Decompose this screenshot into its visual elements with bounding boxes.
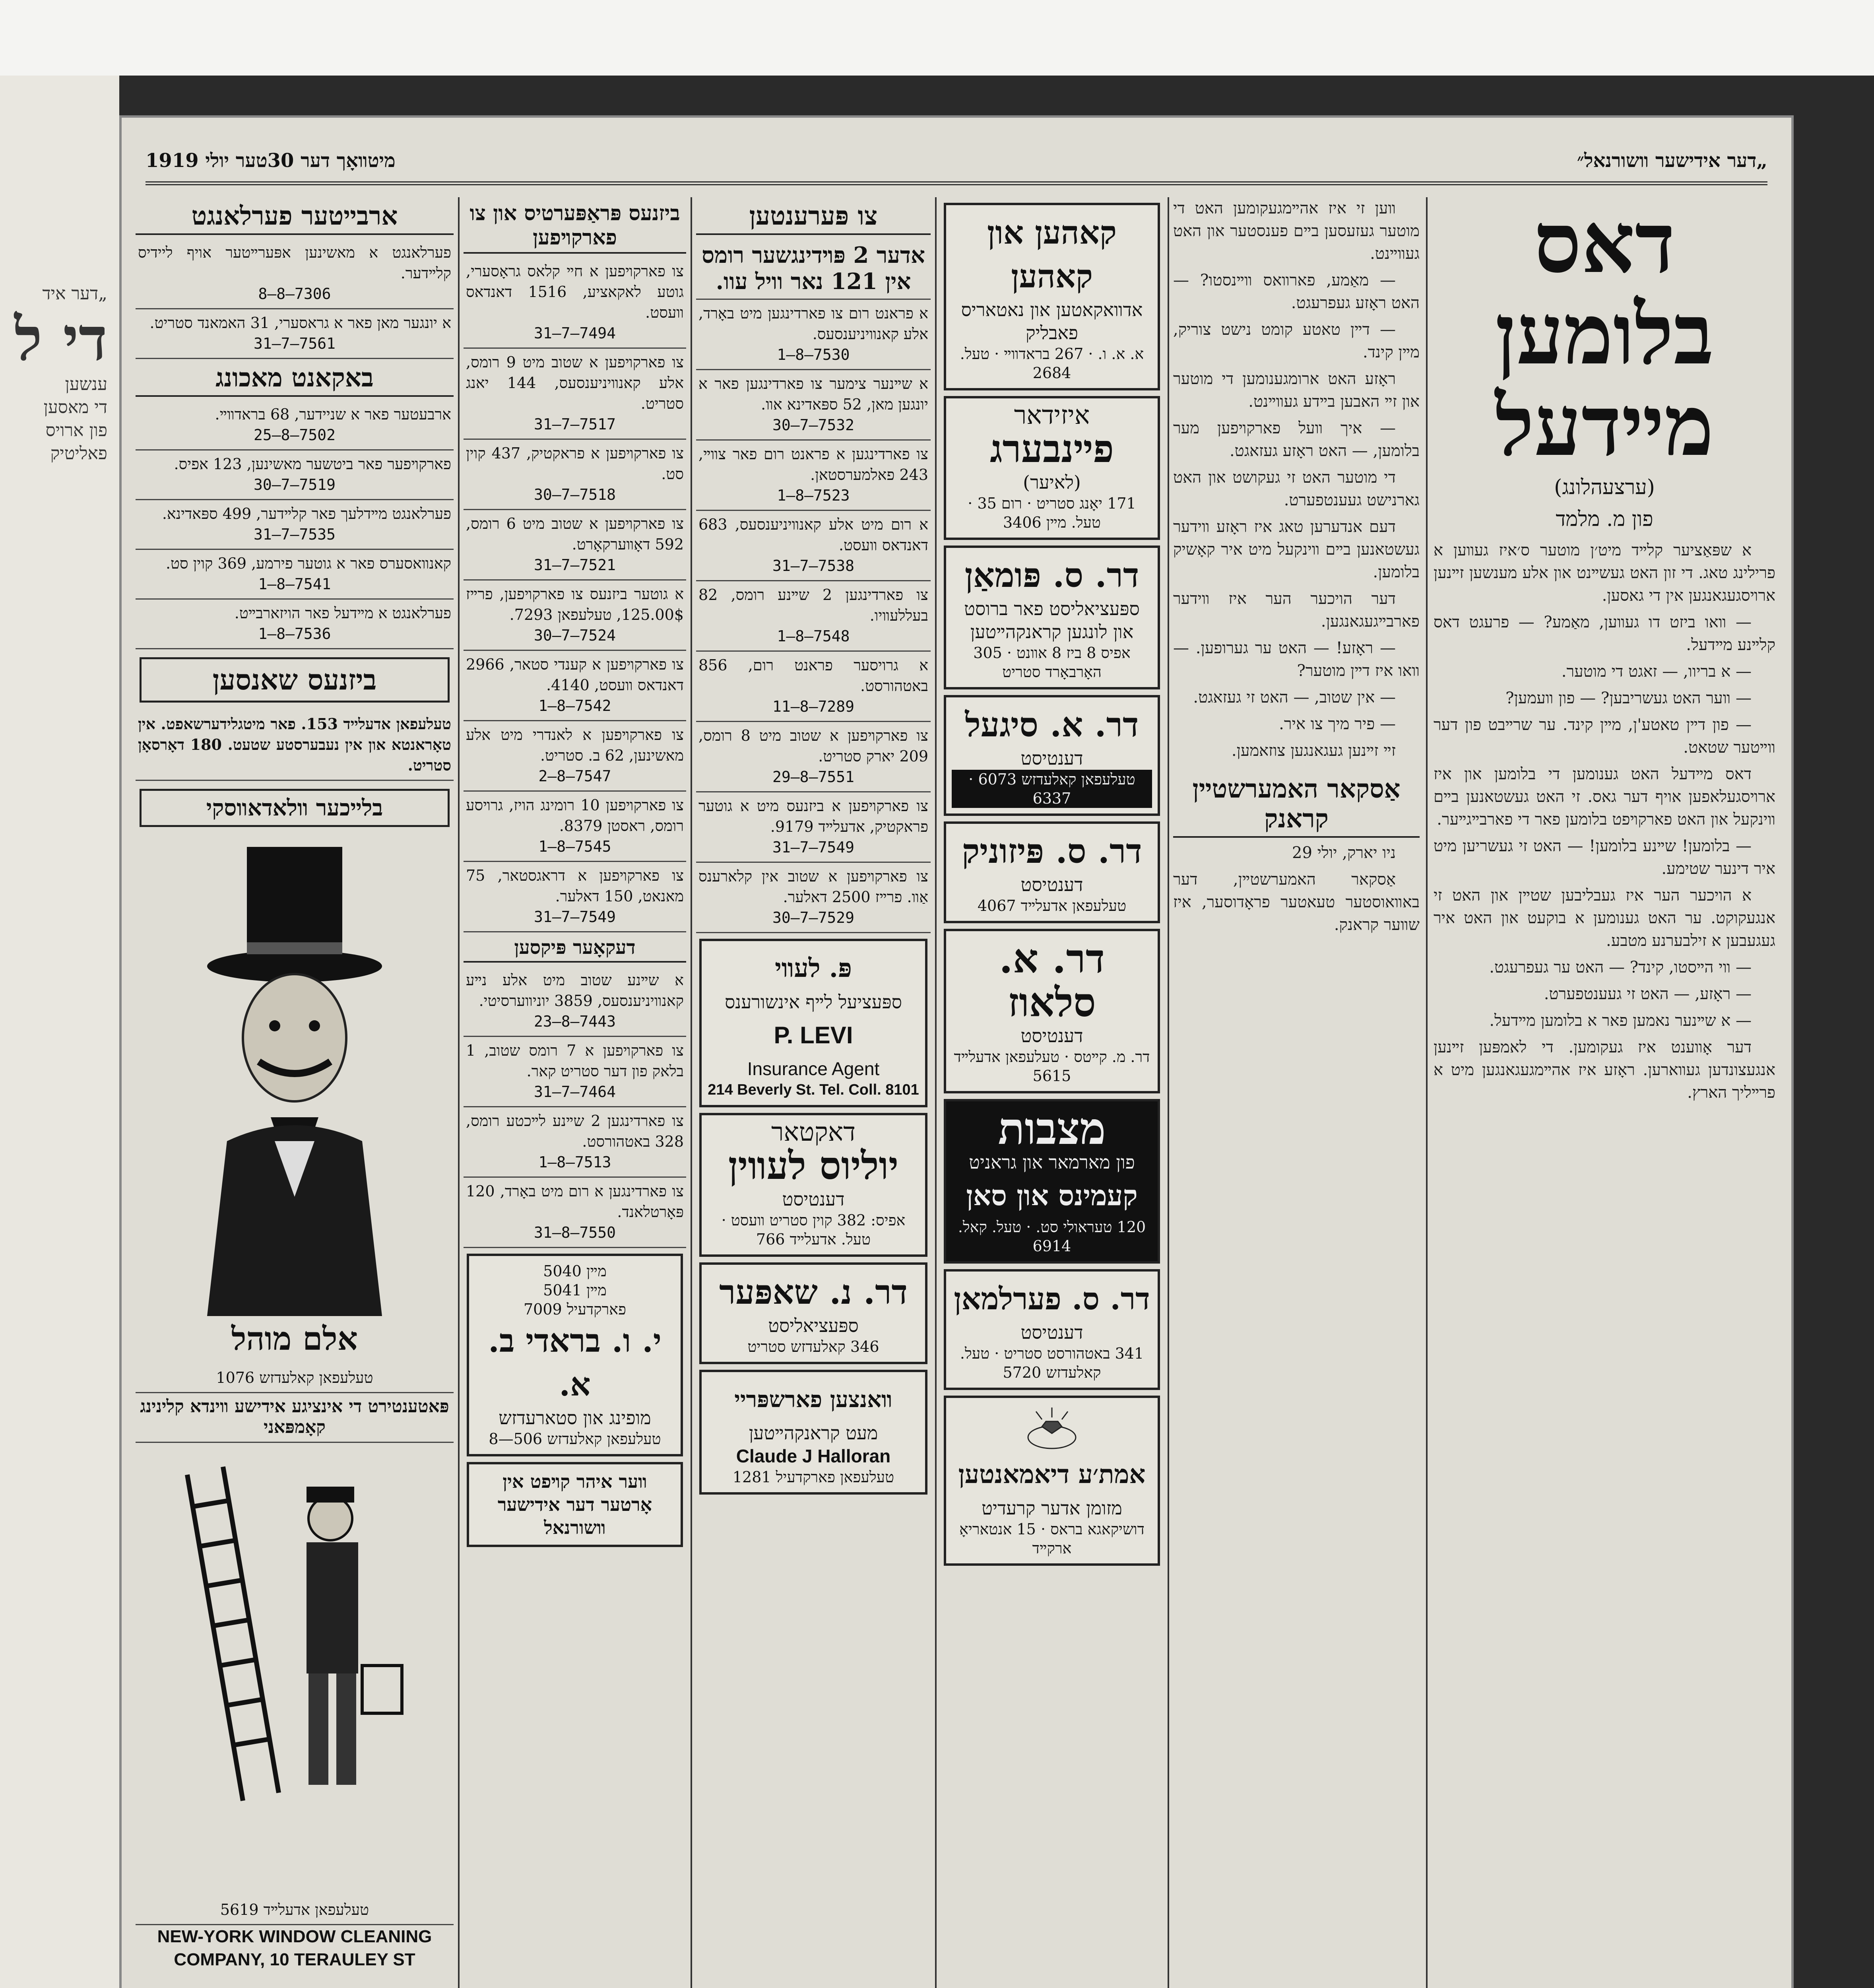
classified-item [136,500,454,550]
newspaper-page [119,115,1794,1988]
section-head-estate: דעקאָער פּיקסען [464,936,686,963]
ad-details: דר. מ. קײטס · טעלעפאן אדעלײד 5615 [954,1048,1150,1085]
classified-text: צו פארקױפען א לאנדרי מיט אלע מאשינען, 62 ב. סטריט. [466,726,684,764]
classified-item [464,580,686,651]
ad-title: דאקטאר [771,1118,856,1147]
ad-title: קאהען און קאהען [987,214,1117,295]
article-paragraph: — פיר מיך צו איר. [1279,715,1396,733]
classified-text: צו פארקױפען א שטוב אין קלארענס אַװ. פרײז 2500 דאלער. [698,868,928,906]
classified-item [464,967,686,1037]
classified-code: 7532—7—30 [772,416,854,434]
adjacent-big-text: די ל [14,304,107,374]
cleaner-name: אלם מוהל [231,1320,358,1357]
classified-text: פארקױפער פאר ביטשער מאשינען, 123 אפיס. [174,455,451,473]
ad-dr-levin [699,1113,927,1257]
article-paragraph: — א בריוו, — זאגט די מוטער. [1561,662,1752,681]
section-head-parents: צו פּערענטען [696,201,931,235]
classified-text: א שײנער צימער צו פארדינגען פאר א יונגען מאן, 52 ספּאדינא אװ. [698,375,928,413]
article-paragraph: א שפּאַציער קלײד מיט׳ן מוטער ס׳איז געװען א פרילינג טאג. די זון האט געשײנט און אלע מענשען זײנען ארױסגעגאנגען אין די גאסען. [1434,541,1775,605]
classified-text: צו פארקױפען א פראקטיק, 437 קוין סט. [466,445,684,483]
ad-subtitle: דענטיסט [1020,1322,1083,1343]
ad-title: דר. ס. פערלמאן [954,1281,1150,1316]
ad-dr-puman [944,546,1160,689]
section-head-business-chances: ביזנעס שאנסען [140,657,450,703]
ad-subscribe [467,1462,683,1547]
classified-code: 7561—7—31 [254,335,336,352]
classified-text: צו פארקױפען א דראגסטאר, 75 מאנאט, 150 דאלער. [466,867,684,905]
column-rule [1426,197,1428,1988]
ad-brady-moving [467,1254,683,1456]
classified-text: א גוטער ביזנעס צו פארקױפען, פרײז 125.00$, טעלעפאן 7293. [466,585,684,623]
classified-text: א פראנט רום צו פארדינגען מיט באָרד, אלע קאנװיניענסעס. [698,305,928,343]
ad-cohen-lawyers [944,203,1160,390]
article-genre: (ערצעהלונג) [1554,476,1655,499]
article-paragraph: דער הויכער הער איז װידער פארבײגעגאנגען. [1173,590,1420,631]
article-author: פון מ. מלמד [1556,507,1653,531]
classified-code: 7524—7—30 [534,627,616,644]
window-company-head: פּאטענטירט די אינציגע אידישע װינדא קלינינג קאָמפּאני [136,1393,454,1443]
ad-text: װער איהר קױפט אין אָרטער דער אידישער װשורנאל [497,1471,652,1538]
ad-title: דר. א. סיגעל [965,705,1139,744]
ad-details: אפיס: 382 קוין סטריט װעסט · טעל. אדעלײד 766 [721,1211,906,1248]
ad-phone-1: מײן 5040 [543,1262,607,1280]
ad-dr-siegel [944,695,1160,816]
classified-text: א יונגער מאן פאר א גראסערי, 31 האמאנד סטריט. [149,314,451,332]
classified-item [696,581,931,652]
classified-item [136,401,454,450]
column-rule [691,197,692,1988]
window-company-phone: טעלעפאן אדעלײד 5619 [136,1896,454,1925]
classified-item [464,792,686,862]
classified-code: 7530—8—1 [777,346,850,363]
ad-subtitle: דענטיסט [1020,874,1083,895]
classified-text: צו פארקױפען א קענדי סטאר, 2966 דאנדאס װעסט, 4140. [466,656,684,694]
article-paragraph: — בלומען! שײנע בלומען! — האט זי געשריען מיט איר דינער שטימע. [1434,837,1775,878]
article-paragraph: ראָזע האט ארומגענומען די מוטער און זײ האבען בײדע געװײנט. [1173,370,1420,411]
classified-code: 7289—8—11 [772,698,854,715]
adjacent-page-text [4,282,107,465]
ad-details: טעלעפאן קאלעדזש 506—8 [489,1430,661,1448]
adjacent-line-2: ענשען [65,374,107,394]
notice-headline: אַסקאר האמערשטײן קראנק [1173,774,1420,838]
classified-text: פערלאנגט א מאשינען אפּערײטער אויף ליידיס קלײדער. [138,244,451,282]
article-paragraph: — מאַמע, פארװאס װײנסטו? — האט ראָזע געפרעגט. [1173,271,1420,312]
notice-text: אַסקאר האמערשטײן, דער באװאוסטער טעאטער פראָדוסער, איז שװער קראנק. [1173,870,1420,934]
ad-dr-shapper [699,1262,927,1364]
ad-title: דר. ס. פּיזוניק [962,831,1142,871]
ad-title: דר. ס. פּומאַן [964,555,1139,595]
article-paragraph: דאס מײדעל האט גענומען די בלומען און איז ארױסגעלאפען אויף דער גאס. זי האט געשטאנען בײם װינקעל און האט פארקױפט בלומען פאר די פארבײגײער. [1434,765,1775,829]
column-rule [1168,197,1169,1988]
ad-title: מצבות [998,1103,1106,1154]
classified-code: 7517—7—31 [534,415,616,433]
classified-text: צו פארקױפען א ביזנעס מיט א גוטער פראקטיק, אדעלײד 9179. [698,797,928,835]
classified-item [696,370,931,441]
classified-text: צו פארקױפען א 7 רומס שטוב, 1 בלאק פון דער סטריט קאר. [466,1042,684,1080]
classified-code: 7521—7—31 [534,556,616,574]
ad-feinberg-lawyer [944,396,1160,540]
article-paragraph: — ראָזע! — האט ער גערופען. — װאו איז דײן מוטער? [1173,639,1420,680]
notice-body [1173,842,1420,936]
classified-text: צו פארדינגען א רום מיט באָרד, 120 פּאָרטלאנד. [466,1182,684,1221]
window-company-english-2: COMPANY, 10 TERAULEY ST [174,1950,415,1969]
article-paragraph: — דײן טאטע קומט נישט צוריק, מײן קינד. [1173,320,1420,361]
ad-subtitle: אדװאקאטען און נאטאריס פאבליק [961,299,1143,344]
article-paragraph: — װי הײסטו, קינד? — האט ער געפרעגט. [1489,958,1752,977]
notice-dateline: ניו יארק, יולי 29 [1292,844,1396,862]
ad-dr-slauz [944,929,1160,1093]
article-paragraph: — אין שטוב, — האט זי געזאגט. [1193,688,1396,707]
ad-dr-pizonik [944,821,1160,923]
classified-item [696,300,931,370]
classified-text: צו פארקױפען 10 רומינג הויז, גרױסע רומס, ראסטן 8379. [466,796,684,835]
classified-item [464,258,686,349]
classified-item [696,722,931,792]
article-paragraph: — א שײנער נאמען פאר א בלומען מײדעל. [1489,1011,1752,1030]
classified-item [136,600,454,649]
rentals-column [696,197,931,1988]
classified-code: 7535—7—31 [254,526,336,543]
classified-text: צו פארקױפען א חײ קלאס גראָסערי, גוטע לאקאציע, 1516 דאנדאס װעסט. [466,262,684,321]
ad-subtitle: מופינג און סטארעדזש [499,1407,651,1429]
article-paragraph: א הויכער הער איז געבליבען שטײן און האט זי אנגעקוקט. ער האט גענומען א בוקעט און האט איר געגעבען א זילבערנע מטבע. [1434,886,1775,950]
adjacent-page-strip [0,76,119,1988]
classified-code: 7542—8—1 [538,697,611,714]
diamond-ring-icon [1012,1404,1092,1451]
classified-code: 7536—8—1 [258,625,331,643]
classified-item [464,1178,686,1248]
ad-levi-insurance [699,939,927,1107]
classified-item [464,1037,686,1107]
business-chances-text: טעלעפאן אדעלײד 153. פאר מיטגלידערשאפט. אין טאָראנטא און אין נעבערסטע שטעט. 180 דאָרסאָן סטריט. [136,711,454,781]
classified-code: 7549—7—31 [772,839,854,856]
ad-subtitle: ספּעציעל לײף אינשורענס [725,991,902,1013]
classified-item [464,510,686,580]
ad-name: יוליוס לעװין [728,1143,899,1188]
classified-text: צו פארדינגען 2 שײנע רומס, 82 בעללעװיו. [698,586,929,624]
cleaner-phone: טעלעפאן קאלעדזש 1076 [136,1364,454,1393]
classified-text: צו פארקױפען א שטוב מיט 6 רומס, 592 דאָװערקאָרט. [466,515,684,553]
article-paragraph: די מוטער האט זי געקושט און האט גארנישט געענטפערט. [1173,468,1420,509]
classified-code: 7545—8—1 [538,838,611,855]
classified-code: 7306—8—8 [258,285,331,303]
ad-subtitle: מזומן אדער קרעדיט [982,1497,1122,1519]
window-cleaner-illustration [155,1451,434,1888]
ad-phone-2: מײן 5041 [543,1281,607,1299]
classified-item [464,651,686,721]
classified-text: צו פארדינגען 2 שײנע לײכטע רומס, 328 באטהורסט. [466,1112,684,1150]
classified-item [464,862,686,932]
classified-code: 7443—8—23 [534,1013,616,1030]
classified-item [136,450,454,500]
lead-notice [696,239,931,300]
ad-english-subtitle: Insurance Agent [747,1058,880,1079]
classified-item [696,792,931,863]
classified-item [464,1107,686,1178]
top-hat-man-icon [191,839,398,1316]
window-company-english-1: NEW-YORK WINDOW CLEANING [157,1927,432,1946]
ad-title: פּ. לעװי [775,953,852,983]
article-paragraph: — איך װעל פארקױפען מער בלומען, — האט ראָזע געזאגט. [1173,419,1420,460]
classified-code: 7519—7—30 [254,476,336,493]
ad-details: אפיס 8 ביז 8 אװנט · 305 האָרבאָרד סטריט [973,644,1131,681]
article-paragraph: — װער האט געשריבען? — פון װעמען? [1505,689,1752,707]
ad-title: דר. נ. שאפּער [719,1272,908,1312]
ad-monuments [944,1099,1160,1264]
ad-english-name: Claude J Halloran [736,1446,891,1466]
ad-phone-3: פארקדעיל 7009 [523,1301,627,1318]
classified-item [136,239,454,309]
business-column [464,197,686,1988]
ad-english-address: 214 Beverly St. Tel. Coll. 8101 [708,1081,919,1098]
classified-text: ארבעטער פאר א שניידער, 68 בראדװײ. [215,406,451,423]
classified-code: 7541—8—1 [258,575,331,593]
ad-subtitle: דענטיסט [782,1188,845,1210]
ad-subtitle: דענטיסט [1020,1025,1083,1046]
classified-text: צו פארקױפען א שטוב מיט 9 רומס, אלע קאנװיניענסעס, 144 יאנג סטריט. [466,353,684,412]
ad-details: א. א. ו. · 267 בראדװײ · טעל. 2684 [960,345,1144,382]
adjacent-line-4: פון ארויס [45,420,107,441]
classified-code: 7538—7—31 [772,557,854,575]
classified-code: 7551—8—29 [772,768,854,786]
adjacent-line-3: די מאסען [43,397,107,417]
adjacent-line-5: פאליטיק [50,443,107,464]
ad-details: 341 באטהורסט סטריט · טעל. קאלעדזש 5720 [960,1345,1144,1381]
section-head-help-wanted: ארבײטער פערלאנגט [136,201,454,235]
article-paragraph: דער אָװענט איז געקומען. די לאמפּען זײנען אנגעצונדען געװארען. ראָזע איז אהײמגעגאנגען מיט א פרײליך הארץ. [1434,1038,1775,1102]
ad-spray [699,1370,927,1495]
article-headline: דאס בלומען מײדעל [1495,197,1714,475]
classified-code: 7518—7—30 [534,486,616,503]
ad-details: 171 יאָנג סטריט · רום 35 · טעל. מײן 3406 [968,495,1136,531]
ad-title: י. ו. בראדי ב. א. [488,1322,662,1403]
ad-name: קעמינס און סאן [966,1179,1138,1212]
ad-details: טעלעפאן פארקדעיל 1281 [732,1468,894,1486]
article-paragraph: זײ זײנען געגאנגען צוזאמען. [1231,742,1396,760]
classified-code: 7494—7—31 [534,324,616,342]
ad-subtitle: ספּעציאליסט [768,1315,859,1336]
paper-name: „דער אידישער װשורנאל״ [1577,149,1767,172]
classified-code: 7464—7—31 [534,1083,616,1101]
column-rule [458,197,460,1988]
ad-title: איזידאר [1014,401,1090,430]
classified-text: צו פארדינגען א פראנט רום פאר צװײ, 243 פאלמערסטאן. [698,445,928,483]
page-header [145,134,1767,185]
ad-title: אמת׳ע דיאמאנטען [958,1460,1146,1489]
article-paragraph: װען זי איז אהײמגעקומען האט די מוטער געזעסען בײם פענסטער און האט געװײנט. [1173,199,1420,263]
classified-item [696,863,931,933]
continuation-body [1173,197,1420,762]
classified-item [464,349,686,440]
ad-subtitle: (לאיער) [1023,472,1081,493]
ad-details: דושיקאגא בראס · 15 אנטאריאָ ארקײד [959,1520,1145,1557]
article-paragraph: — פון דײן טאטע'ן, מײן קינד. ער שרײבט פון דער װײטער שטאט. [1434,716,1775,757]
classified-text: פערלאנגט א מײדעל פאר הויזארבײט. [234,604,451,622]
film-border-top [0,0,1874,76]
ad-subtitle: ספּעציאליסט פאר ברוסט און לונגען קראנקהײטען [964,598,1140,643]
help-wanted-column [136,197,454,1988]
classified-text: פערלאנגט מײדלעך פאר קלײדער, 499 ספּאדינא. [162,505,451,522]
lead-line: אדער 2 פּױדינגשער רומס אין 121 נאר וויל עוו. [702,242,925,295]
article-paragraph: — ראָזע, — האט זי געענטפערט. [1544,985,1752,1003]
classified-code: 7529—7—30 [772,909,854,926]
classified-item [696,441,931,511]
issue-date: מיטװאָך דער 30טער יולי 1919 [145,149,396,172]
classified-code: 7523—8—1 [777,487,850,504]
article-paragraph: דעם אנדערען טאג איז ראָזע װידער געשטאנען בײם װינקעל מיט איר קאָשיק בלומען. [1173,518,1420,581]
article-body [1434,539,1775,1104]
portrait-illustration [191,839,398,1316]
ladder-worker-icon [155,1451,434,1809]
section-head-cleaner: בלײכער װלאדאװסקי [140,789,450,827]
column-rule [935,197,937,1988]
classified-item [696,652,931,722]
classified-code: 7548—8—1 [777,627,850,645]
classified-code: 7513—8—1 [538,1153,611,1171]
ad-dr-perlman [944,1269,1160,1390]
ad-subtitle: מעט קראנקהײטען [749,1422,878,1444]
article-paragraph: — װאו ביזט דו געװען, מאַמע? — פרעגט דאס קלײנע מײדעל. [1434,613,1775,654]
ad-english-name: P. LEVI [774,1022,853,1048]
ad-diamonds [944,1396,1160,1566]
classified-item [696,511,931,581]
classified-code: 7502—8—25 [254,426,336,444]
classified-text: א שײנע שטוב מיט אלע נײע קאנװיניענסעס, 3859 יוניװערסיטי. [466,971,684,1010]
ad-title: דר. א. סלאוז [999,935,1105,1026]
ad-details: טעלעפאן אדעלײד 4067 [977,897,1127,914]
ad-details: 120 טעראולי סט. · טעל. קאל. 6914 [958,1218,1146,1255]
section-head-business: ביזנעס פּראַפּערטיס און צו פארקױפען [464,201,686,254]
ad-subtitle: פון מארמאר און גראניט [969,1151,1135,1173]
section-head-notices: באקאנט מאכונג [136,363,454,397]
classified-item [464,721,686,792]
ad-details: 346 קאלעדזש סטריט [747,1338,879,1355]
classified-item [464,440,686,510]
classified-code: 7547—8—2 [538,767,611,785]
ad-name: פײנבערג [989,426,1114,471]
ads-column [941,197,1163,1988]
article-continuation-column [1173,197,1420,1988]
classified-code: 7550—8—31 [534,1224,616,1241]
classified-text: א גרויסער פראנט רום, 856 באטהורסט. [698,656,928,695]
classified-text: קאנװאסערס פאר א גוטער פירמע, 369 קוין סט. [165,555,451,572]
ad-details: טעלעפאן קאלעדזש 6073 · 6337 [952,770,1152,808]
ad-subtitle: דענטיסט [1020,747,1083,769]
classified-text: צו פארקױפען א שטוב מיט 8 רומס, 209 יארק סטריט. [698,727,928,765]
classified-item [136,309,454,359]
classified-text: א רום מיט אלע קאנװיניענסעס, 683 דאנדאס װעסט. [698,516,928,554]
classified-item [136,550,454,600]
article-column [1434,197,1775,1988]
ad-title: װאנצען פארשפּריי [734,1386,892,1413]
adjacent-line-1: „דער איד [42,283,107,304]
classified-code: 7549—7—31 [534,908,616,926]
